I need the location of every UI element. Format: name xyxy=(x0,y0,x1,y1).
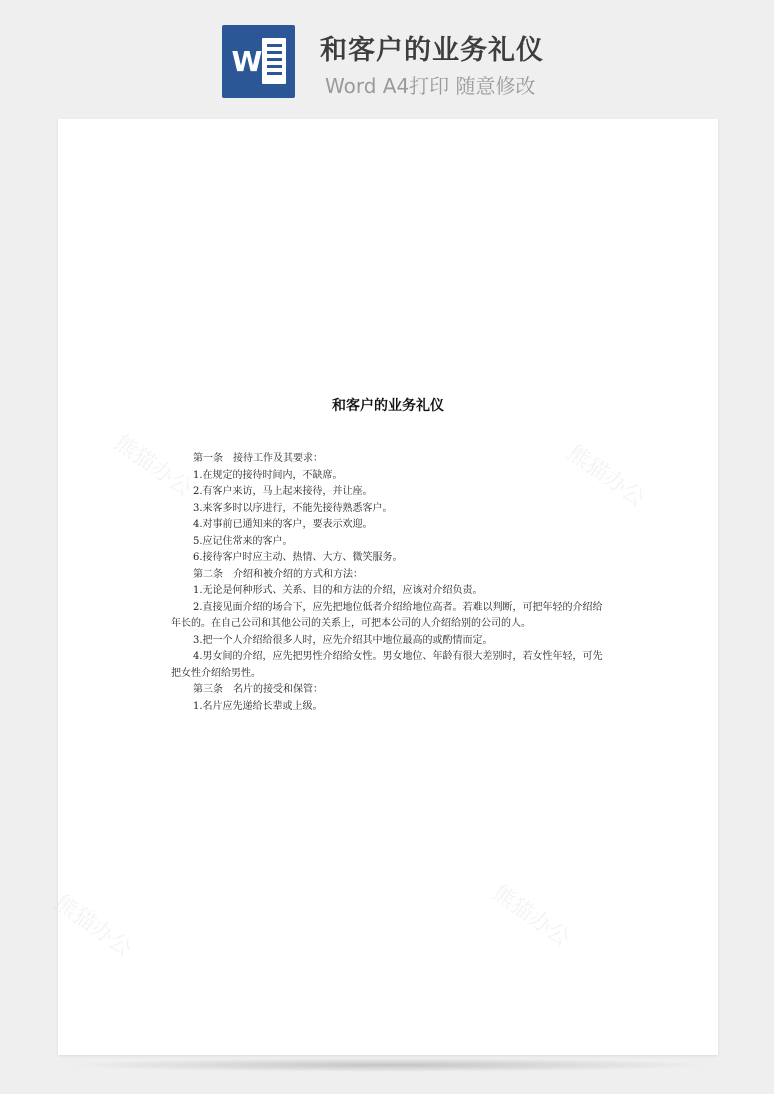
list-item: 5.应记住常来的客户。 xyxy=(193,535,293,547)
list-item: 3.来客多时以序进行，不能先接待熟悉客户。 xyxy=(193,502,393,514)
list-item: 6.接待客户时应主动、热情、大方、微笑服务。 xyxy=(193,552,403,563)
document-heading: 和客户的业务礼仪 xyxy=(332,398,444,414)
word-logo-letter: W xyxy=(231,45,263,78)
section-heading: 第二条 介绍和被介绍的方式和方法： xyxy=(193,568,363,580)
list-item: 3.把一个人介绍给很多人时，应先介绍其中地位最高的或酌情而定。 xyxy=(193,634,493,646)
page-shadow xyxy=(62,1058,714,1072)
section-heading: 第三条 名片的接受和保管： xyxy=(193,684,323,695)
watermark: 熊猫办公 xyxy=(562,440,650,512)
list-item: 1.在规定的接待时间内，不缺席。 xyxy=(193,469,343,481)
watermark: 熊猫办公 xyxy=(49,890,137,962)
document-banner xyxy=(0,0,774,118)
document-lines-icon xyxy=(262,38,286,84)
list-item: 1.无论是何种形式、关系、目的和方法的介绍，应该对介绍负责。 xyxy=(193,585,483,596)
section-heading: 第一条 接待工作及其要求： xyxy=(193,453,323,464)
list-item: 2.有客户来访，马上起来接待，并让座。 xyxy=(193,486,373,497)
document-page xyxy=(49,119,718,1055)
list-item: 4.对事前已通知来的客户，要表示欢迎。 xyxy=(193,519,373,530)
watermark: 熊猫办公 xyxy=(109,430,197,502)
list-item: 2.直接见面介绍的场合下，应先把地位低者介绍给地位高者。若难以判断，可把年轻的介绍给年长的。在自己公司和其他公司的关系上，可把本公司的人介绍给别的公司的人。 xyxy=(171,601,603,629)
watermark: 熊猫办公 xyxy=(487,880,575,952)
word-document-icon xyxy=(222,25,295,98)
banner-subtitle: Word A4打印 随意修改 xyxy=(325,74,536,98)
list-item: 1.名片应先递给长辈或上级。 xyxy=(193,700,323,712)
banner-title: 和客户的业务礼仪 xyxy=(320,35,544,66)
document-body xyxy=(171,451,606,715)
list-item: 4.男女间的介绍，应先把男性介绍给女性。男女地位、年龄有很大差别时，若女性年轻，可先把女性介绍给男性。 xyxy=(171,651,603,679)
